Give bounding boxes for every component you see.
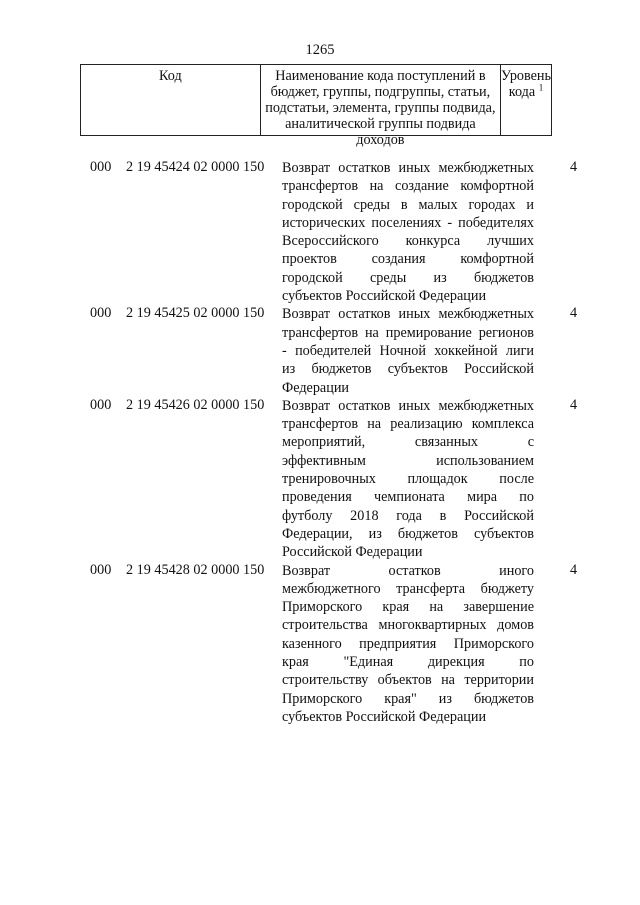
header-level-line1: Уровень <box>501 68 551 84</box>
description-line: Приморского края на завершение <box>282 599 534 616</box>
description-line: Федерации <box>282 379 350 396</box>
description-line: Всероссийского конкурса лучших <box>282 233 534 250</box>
description-line: строительству объектов на территории <box>282 672 534 689</box>
description-line: края "Единая дирекция по <box>282 654 534 671</box>
row-level: 4 <box>570 305 578 322</box>
description-line: городской среды в малых городах и <box>282 196 534 213</box>
header-name-line: подстатьи, элемента, группы подвида, <box>265 100 496 116</box>
row-description <box>282 305 534 396</box>
description-line: тренировочных площадок после <box>282 471 534 488</box>
row-admin-code: 000 <box>90 396 112 413</box>
row-income-code: 2 19 45428 02 0000 150 <box>126 561 265 578</box>
row-income-code: 2 19 45426 02 0000 150 <box>126 396 265 413</box>
row-income-code: 2 19 45424 02 0000 150 <box>126 159 265 175</box>
description-line: исторических поселениях - победителях <box>282 214 534 231</box>
description-line: Возврат остатков иных межбюджетных <box>282 397 534 414</box>
row-description <box>282 159 534 305</box>
description-line: субъектов Российской Федерации <box>282 708 487 725</box>
row-admin-code: 000 <box>90 561 112 578</box>
description-line: трансфертов на премирование регионов <box>282 324 534 341</box>
footnote-marker: 1 <box>538 82 544 93</box>
header-level <box>501 65 551 135</box>
description-line: мероприятий, связанных с <box>282 434 534 451</box>
description-line: межбюджетного трансферта бюджету <box>282 580 534 597</box>
description-line: проведения чемпионата мира по <box>282 489 534 506</box>
row-description <box>282 562 534 727</box>
description-line: казенного предприятия Приморского <box>282 635 534 652</box>
header-name <box>261 65 501 148</box>
row-level: 4 <box>570 159 578 175</box>
row-description <box>282 397 534 562</box>
description-line: субъектов Российской Федерации <box>282 288 487 305</box>
description-line: Возврат остатков иного <box>282 562 534 579</box>
page-number: 1265 <box>305 42 335 58</box>
header-level-line2 <box>501 84 551 100</box>
description-line: Возврат остатков иных межбюджетных <box>282 306 534 323</box>
description-line: футболу 2018 года в Российской <box>282 507 534 524</box>
description-line: городской среды из бюджетов <box>282 269 534 286</box>
description-line: проектов создания комфортной <box>282 251 534 268</box>
description-line: Приморского края" из бюджетов <box>282 690 534 707</box>
table-header <box>80 64 552 148</box>
row-level: 4 <box>570 396 578 413</box>
table-row <box>0 397 640 562</box>
description-line: строительства многоквартирных домов <box>282 617 534 634</box>
table-body <box>0 159 640 726</box>
description-line: эффективным использованием <box>282 452 534 469</box>
row-income-code: 2 19 45425 02 0000 150 <box>126 305 265 322</box>
row-level: 4 <box>570 561 578 578</box>
header-name-line: Наименование кода поступлений в <box>275 68 486 84</box>
header-level-text: кода <box>508 84 536 100</box>
description-line: трансфертов на создание комфортной <box>282 178 534 195</box>
description-line: - победителей Ночной хоккейной лиги <box>282 342 534 359</box>
header-name-line: бюджет, группы, подгруппы, статьи, <box>270 84 491 100</box>
header-code: Код <box>81 65 261 135</box>
table-row <box>0 305 640 396</box>
description-line: из бюджетов субъектов Российской <box>282 361 534 378</box>
row-admin-code: 000 <box>90 305 112 322</box>
row-admin-code: 000 <box>90 159 112 175</box>
description-line: Федерации, из бюджетов субъектов <box>282 525 534 542</box>
description-line: трансфертов на реализацию комплекса <box>282 416 534 433</box>
header-name-line: аналитической группы подвида доходов <box>285 116 476 148</box>
description-line: Возврат остатков иных межбюджетных <box>282 160 534 176</box>
table-row <box>0 562 640 727</box>
table-row <box>0 159 640 305</box>
description-line: Российской Федерации <box>282 544 423 561</box>
